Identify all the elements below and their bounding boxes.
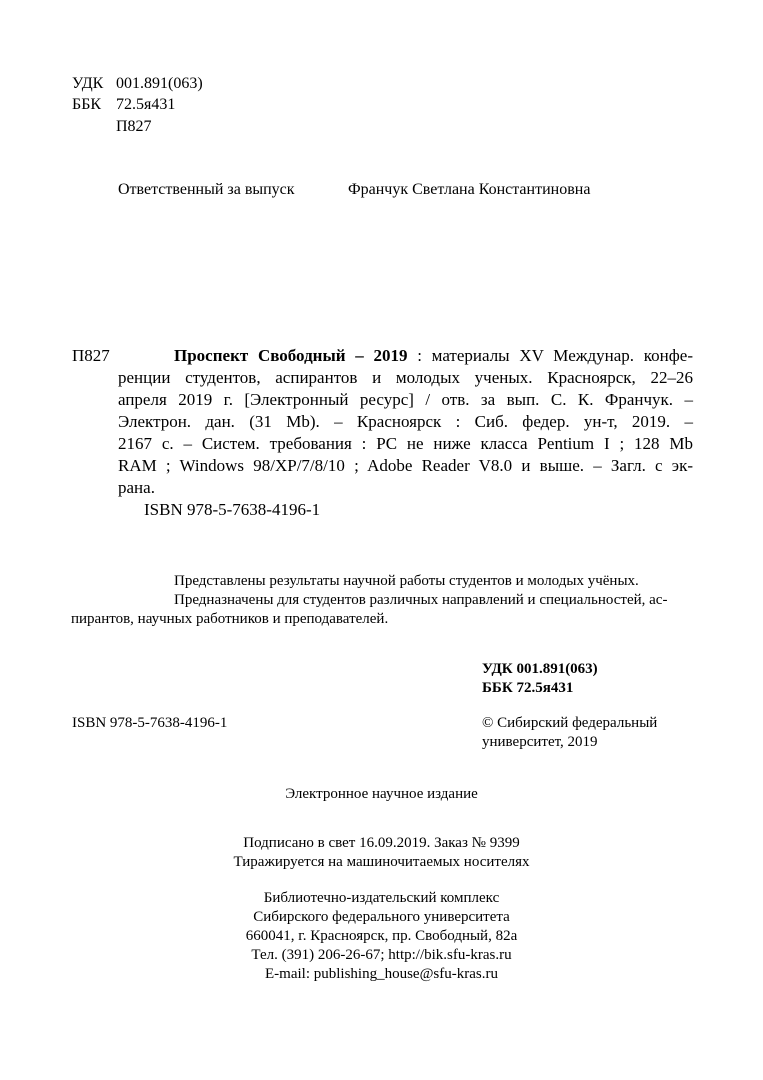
publisher-line: Тел. (391) 206-26-67; http://bik.sfu-kras.ru xyxy=(251,947,512,963)
annotation-line: ренции студентов, аспирантов и молодых ученых. Красноярск, 22–26 xyxy=(118,368,693,387)
imprint-distribution: Тиражируется на машиночитаемых носителях xyxy=(233,854,530,870)
publisher-line: Библиотечно-издательский комплекс xyxy=(263,890,500,906)
edition-type: Электронное научное издание xyxy=(285,786,478,802)
annotation-isbn: ISBN 978-5-7638-4196-1 xyxy=(144,500,321,519)
responsible-label: Ответственный за выпуск xyxy=(118,181,295,198)
classification-udk: УДК 001.891(063) xyxy=(482,661,598,677)
udk-value: 001.891(063) xyxy=(116,75,203,92)
publisher-block xyxy=(0,889,763,984)
annotation-line: 2167 с. – Систем. требования : PC не ниже класса Pentium I ; 128 Mb xyxy=(118,434,693,453)
copyright-line-1: © Сибирский федеральный xyxy=(482,715,658,731)
description-para-1: Представлены результаты научной работы студентов и молодых учёных. xyxy=(174,573,639,589)
publisher-line: Сибирского федерального университета xyxy=(253,909,510,925)
annotation-code: П827 xyxy=(72,346,110,365)
responsible-name: Франчук Светлана Константиновна xyxy=(348,181,591,198)
classification-bbk: ББК 72.5я431 xyxy=(482,680,574,696)
annotation-line1-rest: : материалы XV Междунар. конфе- xyxy=(407,346,693,365)
description xyxy=(71,572,691,629)
annotation-body xyxy=(118,345,693,521)
bbk-label: ББК xyxy=(72,96,102,113)
imprint-signed: Подписано в свет 16.09.2019. Заказ № 9399 xyxy=(243,835,520,851)
publisher-line: 660041, г. Красноярск, пр. Свободный, 82а xyxy=(245,928,518,944)
annotation-title: Проспект Свободный – 2019 xyxy=(174,346,408,365)
udk-header-line xyxy=(72,74,203,93)
description-para-2-line-2: пирантов, научных работников и преподавателей. xyxy=(71,611,389,627)
isbn-footer: ISBN 978-5-7638-4196-1 xyxy=(72,715,228,731)
udk-label: УДК xyxy=(72,75,104,92)
description-para-2-line-1: Предназначены для студентов различных направлений и специальностей, ас- xyxy=(174,592,668,608)
publisher-line: E-mail: publishing_house@sfu-kras.ru xyxy=(265,966,498,982)
annotation-line-1 xyxy=(118,345,693,367)
bbk-header-line xyxy=(72,95,175,114)
bbk-value: 72.5я431 xyxy=(116,96,176,113)
annotation-line: RAM ; Windows 98/XP/7/8/10 ; Adobe Reader V8.0 и выше. – Загл. с эк- xyxy=(118,456,693,475)
annotation-line: апреля 2019 г. [Электронный ресурс] / отв. за вып. С. К. Франчук. – xyxy=(118,390,693,409)
annotation-line: Электрон. дан. (31 Mb). – Красноярск : Сиб. федер. ун-т, 2019. – xyxy=(118,412,693,431)
copyright-line-2: университет, 2019 xyxy=(482,734,598,750)
author-mark: П827 xyxy=(116,118,152,135)
annotation-line: рана. xyxy=(118,478,155,497)
imprint xyxy=(0,834,763,872)
